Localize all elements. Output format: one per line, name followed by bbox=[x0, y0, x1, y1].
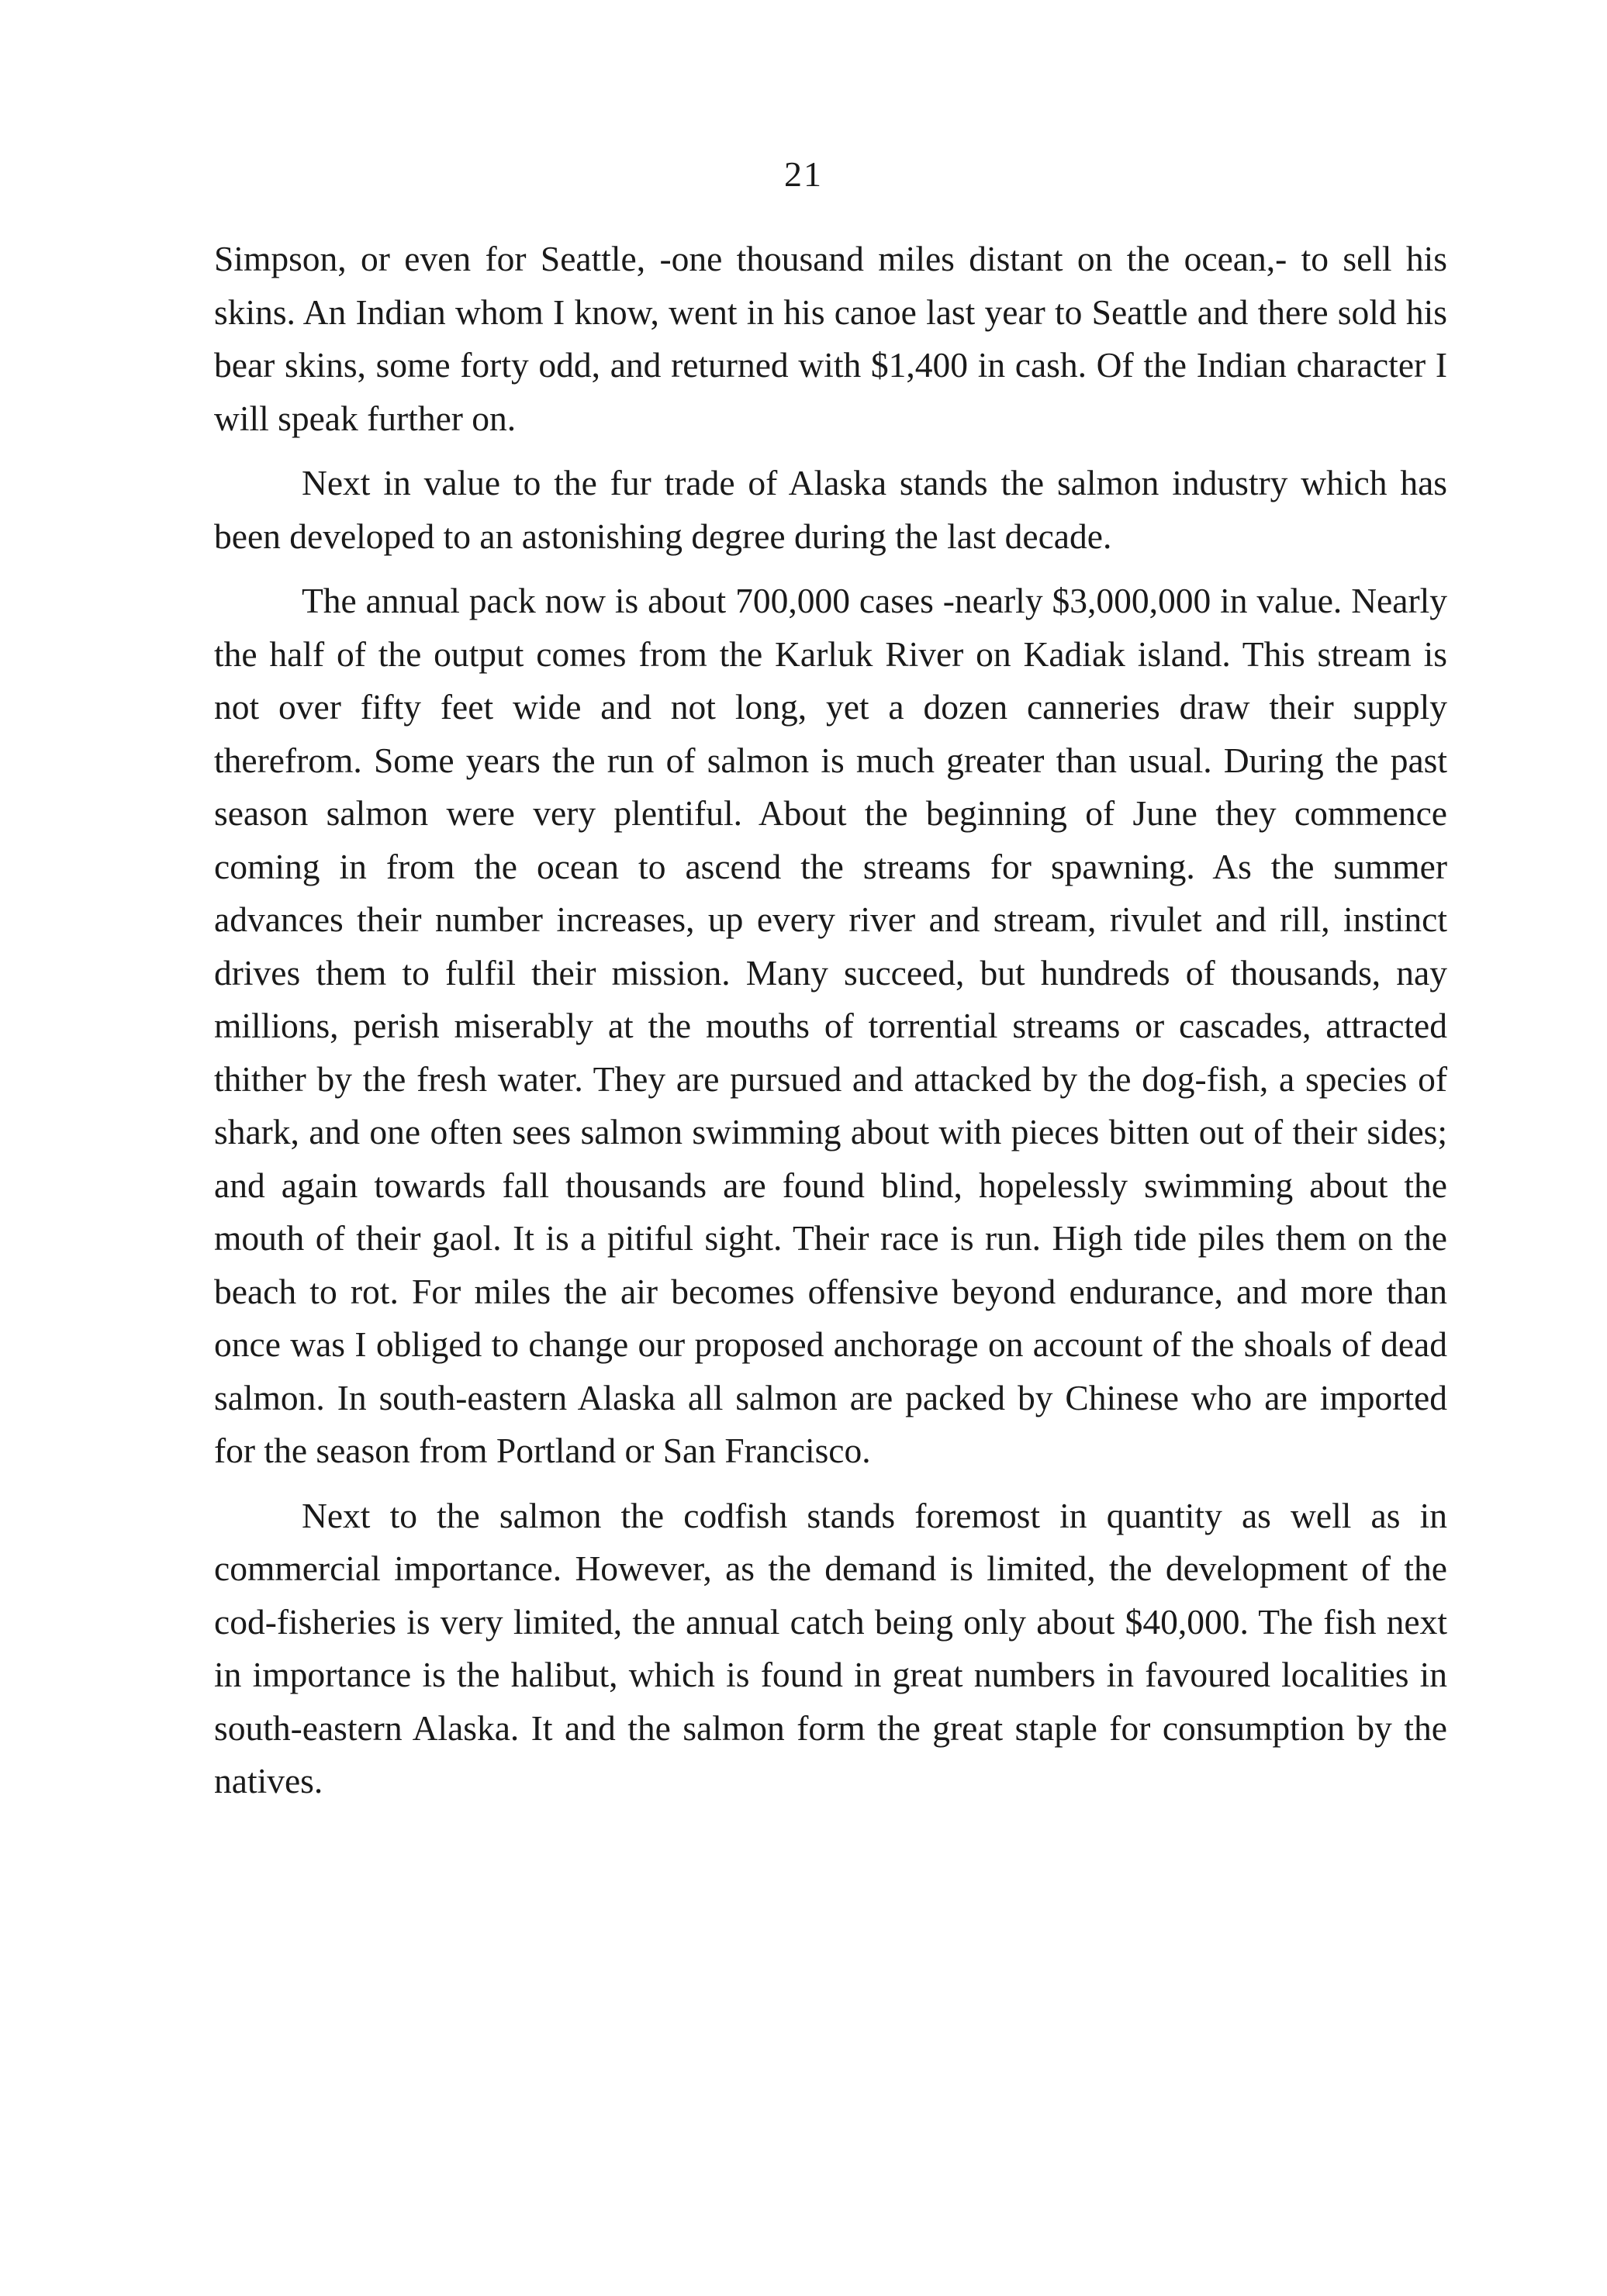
paragraph-codfish: Next to the salmon the codfish stands foremost in quantity as well as in commercial importance. However, as the demand is limited, the development of the cod-fisheries is very limited, the annual catch being only about $40,000. The fish next in importance is the halibut, which is found in great numbers in favoured localities in south-eastern Alaska. It and the salmon form the great staple for consumption by the natives. bbox=[214, 1495, 1447, 1801]
page-body-text bbox=[214, 233, 1447, 1808]
paragraph-continuation: Simpson, or even for Seattle, -one thousand miles distant on the ocean,- to sell his skins. An Indian whom I know, went in his canoe last year to Seattle and there sold his bear skins, some forty odd, and returned with $1,400 in cash. Of the Indian character I will speak further on. bbox=[214, 239, 1447, 438]
page-number: 21 bbox=[784, 154, 823, 194]
paragraph-annual-pack: The annual pack now is about 700,000 cases -nearly $3,000,000 in value. Nearly the half of the output comes from the Karluk River on Kadiak island. This stream is not over fifty feet wide and not long, yet a dozen canneries draw their supply therefrom. Some years the run of salmon is much greater than usual. During the past season salmon were very plentiful. About the beginning of June they commence coming in from the ocean to ascend the streams for spawning. As the summer advances their number increases, up every river and stream, rivulet and rill, instinct drives them to fulfil their mission. Many succeed, but hundreds of thousands, nay millions, perish miserably at the mouths of torrential streams or cascades, attracted thither by the fresh water. They are pursued and attacked by the dog-fish, a species of shark, and one often sees salmon swimming about with pieces bitten out of their sides; and again towards fall thousands are found blind, hopelessly swimming about the mouth of their gaol. It is a pitiful sight. Their race is run. High tide piles them on the beach to rot. For miles the air becomes offensive beyond endurance, and more than once was I obliged to change our proposed anchorage on account of the shoals of dead salmon. In south-eastern Alaska all salmon are packed by Chinese who are imported for the season from Portland or San Francisco. bbox=[214, 581, 1447, 1470]
paragraph-salmon-industry: Next in value to the fur trade of Alaska stands the salmon industry which has been developed to an astonishing degree during the last decade. bbox=[214, 463, 1447, 556]
